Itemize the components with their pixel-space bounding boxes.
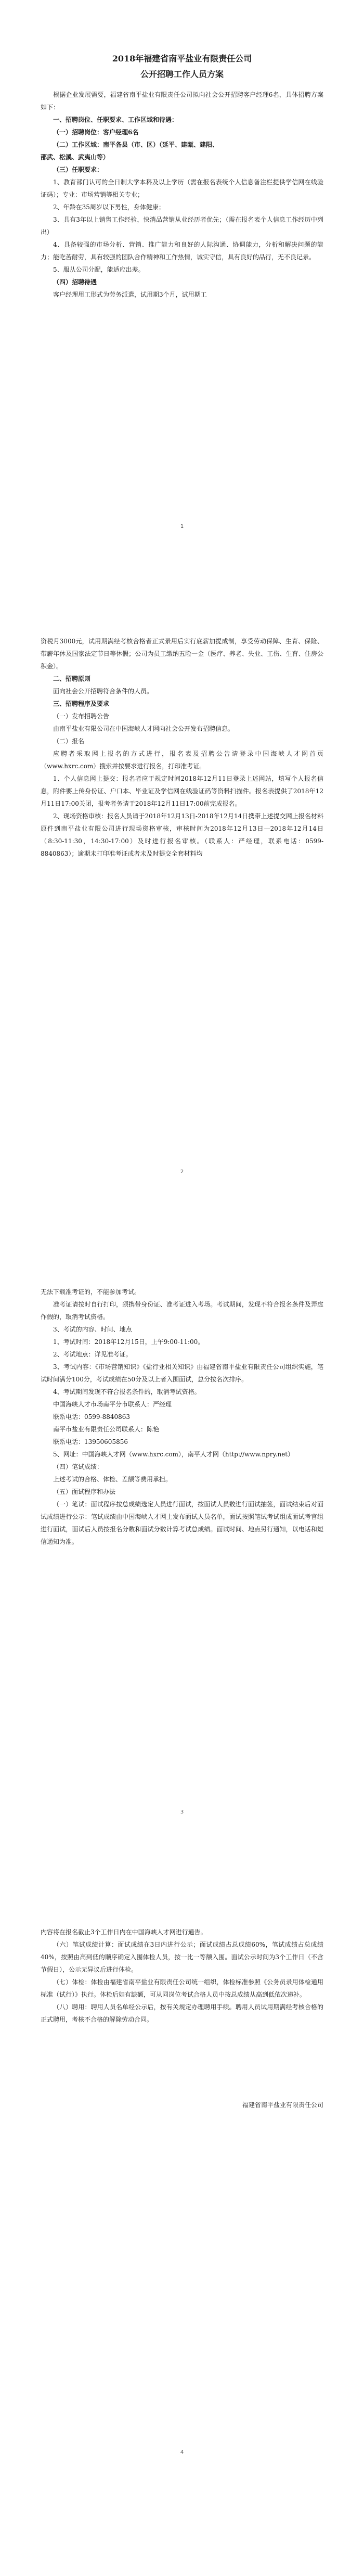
signature-company: 福建省南平盐业有限责任公司 xyxy=(242,2101,323,2109)
intro-paragraph: 根据企业发展需要，福建省南平盐业有限责任公司拟向社会公开招聘客户经理6名，具体招聘方案如下： xyxy=(41,91,323,111)
contact-line: 中国海峡人才市场南平分市联系人：严经理 xyxy=(53,1401,172,1408)
exam-item: 2、考试地点：详见准考证。 xyxy=(53,1351,132,1358)
page-number: 4 xyxy=(180,2450,184,2455)
sub-heading-pay: （四）招聘待遇 xyxy=(53,278,97,286)
page-4 xyxy=(0,1926,364,2111)
sub-heading-position: （一）招聘岗位：客户经理6名 xyxy=(53,129,139,136)
section-heading-3: 三、招聘程序及要求 xyxy=(53,700,110,707)
page-3 xyxy=(0,1286,364,1548)
section-heading-1: 一、招聘岗位、任职要求、工作区域和待遇： xyxy=(53,116,178,123)
sub-heading-requirements: （三）任职要求： xyxy=(53,166,103,173)
step-paragraph: （一）笔试：面试程序按总成绩选定人员进行面试，按面试人员数进行面试抽签，面试结束后对面试成绩进行公示：笔试成绩由中国海峡人才网上发布面试人员名单，面试按照笔试考试组成面试考官组进行面试，面试后人员按报名分数和面试分数计算考试总成绩。面试时间、地点另行通知，以电话和短信通知为准。 xyxy=(41,1501,323,1545)
requirement-item: 2、年龄在35周岁以下男性，身体健康； xyxy=(53,204,165,211)
page-number: 2 xyxy=(180,1169,184,1175)
contact-line: 南平市盐业有限责任公司联系人：陈艳 xyxy=(53,1426,160,1433)
step-paragraph-cont: 内容将在报名截止3个工作日内在中国海峡人才网进行通告。 xyxy=(41,1928,207,1936)
exam-item: 3、考试内容：《市场营销知识》《盐行业相关知识》由福建省南平盐业有限责任公司组织实施，笔试时间满分100分，考试成绩在50分及以上者入围面试，总分按名次排序。 xyxy=(41,1363,323,1383)
step-paragraph: 上述考试的合格、体检、差额等费用承担。 xyxy=(53,1476,172,1483)
website-line: 5、网址：中国海峡人才网（www.hxrc.com），南平人才网（http://www.npry.net） xyxy=(53,1451,294,1458)
requirement-item: 5、服从公司分配，能适应出差。 xyxy=(53,266,145,273)
contact-line: 联系电话：13950605856 xyxy=(53,1438,128,1445)
requirement-item: 3、具有3年以上销售工作经验，快消品营销从业经历者优先；（需在报名表个人信息工作经历中列出） xyxy=(41,216,323,236)
exam-item: 4、考试期间发现不符合报名条件的，取消考试资格。 xyxy=(53,1388,201,1395)
step-paragraph: 由南平盐业有限公司在中国海峡人才网向社会公开发布招聘信息。 xyxy=(53,725,235,732)
step-paragraph: 应聘者采取网上报名的方式进行，报名表及招聘公告请登录中国海峡人才网首页（www.hxrc.com）搜索并按要求进行报名，打印准考证。 xyxy=(41,750,323,770)
step-heading: （五）面试程序和办法 xyxy=(53,1488,116,1495)
requirement-item: 4、具备较强的市场分析、营销、推广能力和良好的人际沟通、协调能力，分析和解决问题的能力；能吃苦耐劳，具有较强的团队合作精神和工作热情，诚实守信，具有良好的品行，无不良记录。 xyxy=(41,241,323,261)
section-heading-2: 二、招聘原则 xyxy=(53,675,91,682)
page-2 xyxy=(0,635,364,860)
sub-heading-area-line1: （二）工作区域：南平各县（市、区）（延平、建瓯、建阳、 xyxy=(53,141,219,148)
document-title-line-1: 2018年福建省南平盐业有限责任公司 xyxy=(112,54,252,64)
step-heading: （四）笔试成绩： xyxy=(53,1463,103,1470)
page-number: 3 xyxy=(180,1809,184,1815)
step-heading: （一）发布招聘公告 xyxy=(53,713,110,720)
step-paragraph: （七）体检：体检由福建省南平盐业有限责任公司统一组织，体检标准参照《公务员录用体检通用标准（试行）》执行。体检后如有缺额，可从同岗位考试合格人员中按总成绩从高到低依次递补。 xyxy=(41,1978,323,1998)
requirement-item: 1、教育部门认可的全日制大学本科及以上学历（需在报名表统个人信息备注栏提供学信网在线验证码）；专业：市场营销等相关专业； xyxy=(41,179,323,198)
sub-heading-area-line2: 邵武、松溪、武夷山等） xyxy=(41,154,110,161)
step-paragraph: 1、个人信息网上提交：报名者应于规定时间2018年12月11日登录上述网站，填写个人报名信息，附件要上传身份证、户口本、毕业证及学信网在线验证码等资料扫描件。报名表提供了2018年12月11日17:00关闭，报考者务请于2018年12月11日17:00前完成报名。 xyxy=(41,775,323,807)
step-paragraph: （六）笔试成绩计算：面试成绩在3日内进行公示；面试成绩占总成绩60%，笔试成绩占总成绩40%，按照由高到低的顺序确定入围体检人员，按一比一等额入围。面试公示时间为3个工作日（不含节假日），公示无异议后进行体检。 xyxy=(41,1941,323,1973)
pay-paragraph-cont: 资税月3000元，试用期满经考核合格者正式录用后实行底薪加提成制，享受劳动保障、生育、保险、带薪年休及国家法定节日等休假；公司为员工缴纳五险一金（医疗、养老、失业、工伤、生育、住房公积金）。 xyxy=(41,638,323,670)
step-heading: （二）报名 xyxy=(53,738,85,745)
contact-line: 联系电话：0599-8840863 xyxy=(53,1413,131,1420)
document-title-line-2: 公开招聘工作人员方案 xyxy=(140,69,224,79)
page-number: 1 xyxy=(180,524,184,529)
step-paragraph: 2、现场资格审核：报名人员请于2018年12月13日-2018年12月14日携带上述提交网上报名材料原件到南平盐业有限公司进行现场资格审核，审核时间为2018年12月13日—2018年12月14日（8:30-11:30，14:30-17:00）及时进行报名审核。（联系人：严经理，联系电话：0599-8840863）；逾期未打印准考证或者未及时提交全套材料均 xyxy=(41,813,323,857)
pay-paragraph: 客户经理用工形式为劳务派遣，试用期3个月，试用期工 xyxy=(53,291,207,298)
step-paragraph: 准考证请按时自行打印，须携带身份证、准考证进入考场。考试期间，发现不符合报名条件及弄虚作假的，取消考试资格。 xyxy=(41,1301,323,1321)
principle-paragraph: 面向社会公开招聘符合条件的人员。 xyxy=(53,688,153,695)
step-paragraph: （八）聘用：聘用人员名单经公示后，按有关规定办理聘用手续。聘用人员试用期满经考核合格的正式聘用，考核不合格的解除劳动合同。 xyxy=(41,2003,323,2023)
step-paragraph-cont: 无法下载准考证的，不能参加考试。 xyxy=(41,1288,141,1296)
step-heading: 3、考试的内容、时间、地点 xyxy=(53,1326,132,1333)
page-1 xyxy=(0,0,364,301)
exam-item: 1、考试时间：2018年12月15日，上午9:00-11:00。 xyxy=(53,1338,204,1346)
